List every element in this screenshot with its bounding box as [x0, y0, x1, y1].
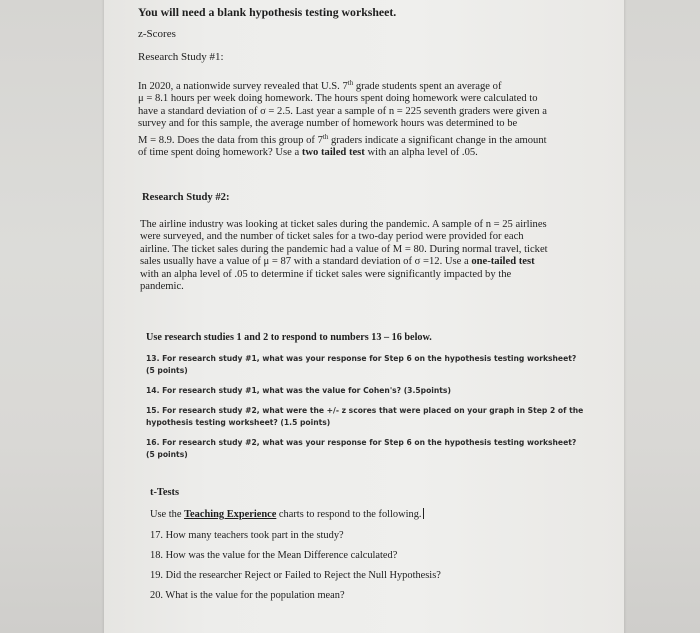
worksheet-note: You will need a blank hypothesis testing worksheet. — [138, 5, 397, 19]
teaching-experience-link[interactable]: Teaching Experience — [184, 509, 277, 520]
study2-title: Research Study #2: — [142, 192, 230, 203]
question-points: (5 points) — [146, 365, 188, 375]
study1-line: have a standard deviation of σ = 2.5. Last year a sample of n = 225 seventh graders were given a — [138, 105, 547, 117]
question-15 — [146, 405, 583, 428]
question-13 — [146, 353, 576, 376]
instructions: Use research studies 1 and 2 to respond to numbers 13 – 16 below. — [146, 332, 432, 343]
study1-title: Research Study #1: — [138, 51, 224, 63]
question-text: 16. For research study #2, what was your response for Step 6 on the hypothesis testing worksheet? — [146, 438, 577, 447]
study1-line: of time spent doing homework? Use a two tailed test with an alpha level of .05. — [138, 147, 478, 159]
question-text: 14. For research study #1, what was the value for Cohen's? (3.5points) — [146, 386, 451, 395]
question-text: 13. For research study #1, what was your response for Step 6 on the hypothesis testing worksheet? — [146, 354, 577, 363]
study2-line: The airline industry was looking at ticket sales during the pandemic. A sample of n = 25 airlines — [140, 219, 547, 230]
question-17: 17. How many teachers took part in the study? — [150, 530, 344, 541]
study1-line: μ = 8.1 hours per week doing homework. The hours spent doing homework were calculated to — [138, 93, 538, 105]
text-cursor — [423, 508, 424, 519]
intro-text: Use the — [150, 509, 185, 520]
study2-body — [140, 219, 600, 293]
question-16 — [146, 437, 576, 460]
section-t-tests: t-Tests — [150, 487, 180, 498]
question-19: 19. Did the researcher Reject or Failed to Reject the Null Hypothesis? — [150, 570, 441, 581]
question-20: 20. What is the value for the population mean? — [150, 590, 345, 601]
question-text: 15. For research study #2, what were the +/- z scores that were placed on your graph in Step 2 of the — [146, 406, 584, 415]
question-points: (5 points) — [146, 449, 188, 459]
question-18: 18. How was the value for the Mean Difference calculated? — [150, 550, 398, 561]
study2-line: pandemic. — [140, 281, 184, 293]
study2-line: airline. The ticket sales during the pandemic had a value of M = 80. During normal travel, ticket — [140, 243, 548, 255]
section-z-scores: z-Scores — [138, 28, 176, 40]
study1-line: survey and for this sample, the average number of homework hours was determined to be — [138, 118, 518, 130]
intro-text: charts to respond to the following. — [276, 509, 422, 520]
study1-line: M = 8.9. Does the data from this group of 7th graders indicate a significant change in the amount — [138, 132, 547, 146]
t-tests-intro — [150, 508, 424, 520]
study2-line: were surveyed, and the number of ticket sales for a two-day period were provided for each — [140, 231, 524, 243]
question-14 — [146, 385, 451, 397]
question-text: hypothesis testing worksheet? (1.5 points) — [146, 417, 331, 427]
study2-line: with an alpha level of .05 to determine if ticket sales were significantly impacted by the — [140, 268, 512, 280]
study1-body — [138, 77, 598, 159]
study1-line: In 2020, a nationwide survey revealed that U.S. 7th grade students spent an average of — [138, 79, 502, 92]
study2-line: sales usually have a value of μ = 87 with a standard deviation of σ =12. Use a one-tailed test — [140, 256, 535, 268]
